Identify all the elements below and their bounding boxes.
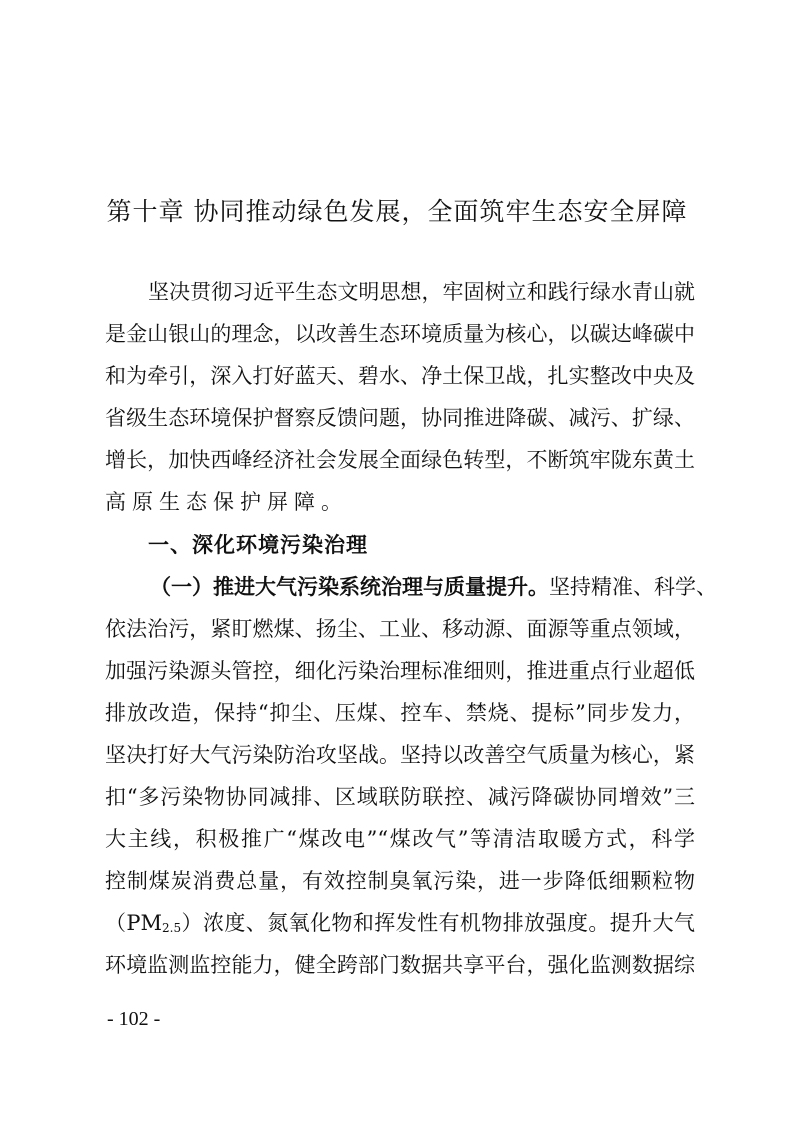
chapter-title: 第十章 协同推动绿色发展，全面筑牢生态安全屏障 [106, 197, 688, 226]
text-span: ）浓度、氮氧化物和挥发性有机物排放强度。提升大气 [181, 911, 695, 935]
paragraph-line: 坚决贯彻习近平生态文明思想，牢固树立和践行绿水青山就 [148, 280, 695, 304]
text-span: （PM [105, 911, 163, 935]
paragraph-line: 省级生态环境保护督察反馈问题，协同推进降碳、减污、扩绿、 [105, 406, 695, 430]
page-number: - 102 - [107, 1008, 161, 1030]
paragraph-line: 排放改造，保持“抑尘、压煤、控车、禁烧、提标”同步发力， [105, 701, 695, 725]
paragraph-line [150, 572, 717, 602]
text-span: 坚持精准、科学、 [549, 575, 717, 599]
paragraph-line: 加强污染源头管控，细化污染治理标准细则，推进重点行业超低 [105, 659, 695, 683]
paragraph-line [105, 908, 695, 938]
paragraph-line: 坚决打好大气污染防治攻坚战。坚持以改善空气质量为核心，紧 [105, 743, 695, 767]
paragraph-line: 环境监测监控能力，健全跨部门数据共享平台，强化监测数据综 [105, 953, 695, 977]
paragraph-line: 控制煤炭消费总量，有效控制臭氧污染，进一步降低细颗粒物 [105, 869, 695, 893]
paragraph-line: 高原生态保护屏障。 [105, 490, 348, 514]
paragraph-line: 和为牵引，深入打好蓝天、碧水、净土保卫战，扎实整改中央及 [105, 364, 695, 388]
subscript: 2.5 [162, 921, 182, 935]
paragraph-line: 增长，加快西峰经济社会发展全面绿色转型，不断筑牢陇东黄土 [105, 448, 695, 472]
paragraph-line: 扣“多污染物协同减排、区域联防联控、减污降碳协同增效”三 [105, 785, 695, 809]
paragraph-line: 是金山银山的理念，以改善生态环境质量为核心，以碳达峰碳中 [105, 322, 695, 346]
section-heading: 一、深化环境污染治理 [148, 533, 368, 557]
paragraph-line: 大主线，积极推广“煤改电”“煤改气”等清洁取暖方式，科学 [105, 827, 695, 851]
paragraph-line: 依法治污，紧盯燃煤、扬尘、工业、移动源、面源等重点领域， [105, 617, 695, 641]
subsection-title: （一）推进大气污染系统治理与质量提升。 [150, 574, 549, 599]
